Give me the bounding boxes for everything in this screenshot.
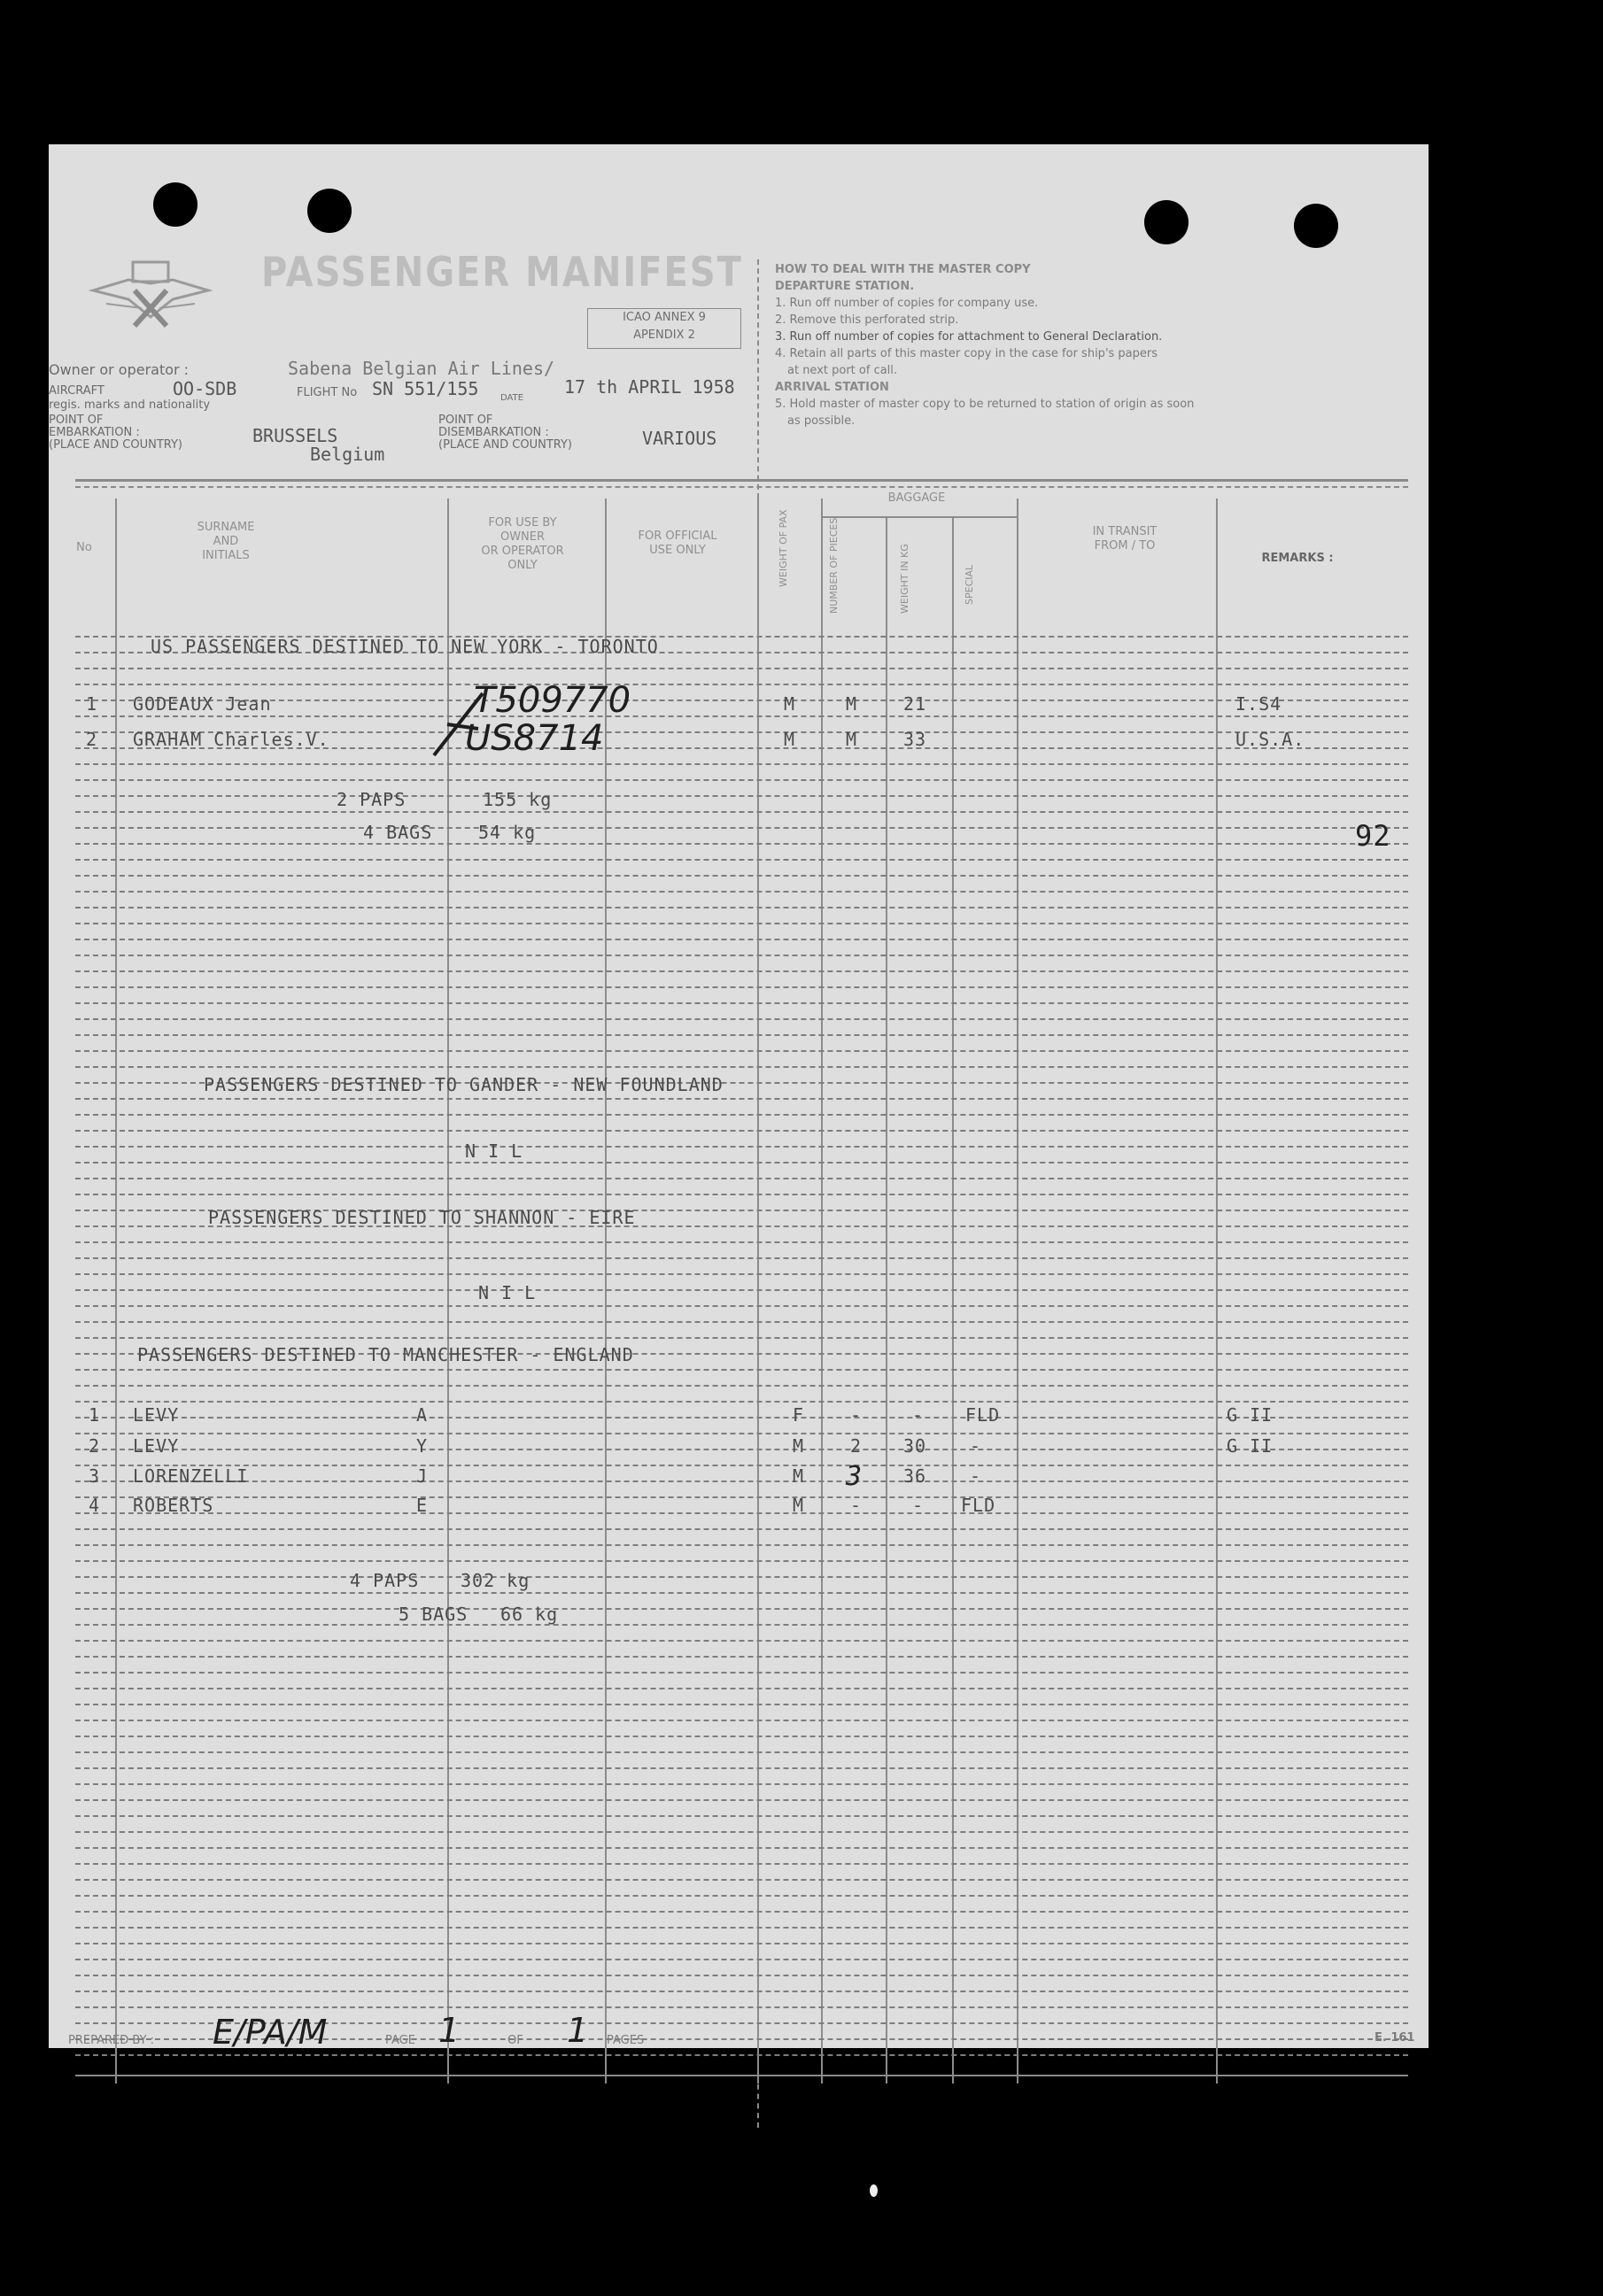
row-number: 4 — [89, 1495, 101, 1516]
ruled-line — [75, 1911, 1408, 1913]
flight-label: FLIGHT No — [297, 386, 358, 399]
ruled-line — [75, 1544, 1408, 1546]
ruled-line — [75, 1289, 1408, 1291]
ruled-line — [75, 1496, 1408, 1498]
ruled-line — [75, 1465, 1408, 1466]
column-divider — [757, 499, 759, 2083]
date-value: 17 th APRIL 1958 — [564, 376, 735, 398]
ruled-line — [75, 1257, 1408, 1259]
departure-station-heading: DEPARTURE STATION. — [775, 280, 915, 293]
remarks-value: I.S4 — [1235, 693, 1282, 715]
remarks-value: G II — [1227, 1435, 1274, 1457]
punch-hole — [1144, 200, 1189, 244]
section-heading-new-york: US PASSENGERS DESTINED TO NEW YORK - TORONTO — [151, 636, 659, 657]
ruled-line — [75, 1512, 1408, 1514]
aircraft-label: AIRCRAFT — [49, 384, 105, 398]
aircraft-value: OO-SDB — [173, 378, 237, 399]
handwritten-note: US8714 — [465, 718, 604, 759]
ruled-line — [75, 1751, 1408, 1753]
ruled-line — [75, 827, 1408, 829]
ruled-line — [75, 1624, 1408, 1626]
icao-annex-line: ICAO ANNEX 9 — [623, 311, 706, 324]
film-speck — [870, 2184, 878, 2197]
ruled-line — [75, 684, 1408, 685]
passenger-name: LEVY — [133, 1435, 180, 1457]
ruled-line — [75, 1831, 1408, 1833]
column-divider — [1017, 499, 1018, 2083]
regis-label: regis. marks and nationality — [49, 398, 211, 412]
ruled-line — [75, 1656, 1408, 1658]
passenger-weight: M — [784, 693, 796, 715]
embark-value: BRUSSELS — [252, 425, 338, 446]
remarks-annotation: 92 — [1355, 819, 1391, 853]
ruled-line — [75, 891, 1408, 893]
ruled-line — [75, 1401, 1408, 1403]
instruction-step: 4. Retain all parts of this master copy in the case for ship's papers — [775, 347, 1158, 360]
owner-value: Sabena Belgian Air Lines/ — [288, 358, 555, 379]
passenger-initial: E — [416, 1495, 429, 1516]
ruled-line — [75, 939, 1408, 940]
col-header-line: USE ONLY — [649, 544, 706, 557]
ruled-line — [75, 1050, 1408, 1052]
col-header-remarks: REMARKS : — [1261, 552, 1334, 565]
row-number: 2 — [89, 1435, 101, 1457]
remarks-value: U.S.A. — [1235, 729, 1305, 750]
baggage-pieces: - — [850, 1404, 863, 1426]
ruled-line — [75, 1576, 1408, 1578]
ruled-line — [75, 779, 1408, 781]
col-header-line: INITIALS — [202, 549, 250, 562]
sabena-logo-icon — [89, 255, 213, 339]
section-heading-manchester: PASSENGERS DESTINED TO MANCHESTER - ENGLAND — [137, 1344, 634, 1365]
icao-appendix-line: APENDIX 2 — [633, 329, 695, 342]
ruled-line — [75, 700, 1408, 701]
ruled-line — [75, 1783, 1408, 1785]
of-label: OF — [507, 2034, 523, 2047]
perforation-line — [757, 259, 759, 499]
column-divider — [115, 499, 117, 2083]
ruled-line — [75, 1369, 1408, 1371]
passenger-summary: 4 PAPS — [350, 1570, 420, 1591]
column-divider — [605, 499, 607, 2083]
embark-country-value: Belgium — [310, 444, 385, 465]
handwritten-note: T509770 — [474, 680, 631, 721]
baggage-weight: - — [912, 1495, 925, 1516]
ruled-line — [75, 1162, 1408, 1163]
baggage-summary: 5 BAGS — [399, 1604, 469, 1625]
ruled-line — [75, 2054, 1408, 2056]
ruled-line — [75, 2006, 1408, 2008]
flight-value: SN 551/155 — [372, 378, 479, 399]
disembark-label-line: POINT OF — [438, 414, 493, 427]
baggage-weight: 33 — [903, 729, 927, 750]
disembark-value: VARIOUS — [642, 428, 717, 449]
header-rule — [75, 479, 1408, 482]
row-number: 3 — [89, 1465, 101, 1487]
header-rule — [75, 486, 1408, 488]
col-header-bag-weight: WEIGHT IN KG — [899, 544, 910, 614]
ruled-line — [75, 1720, 1408, 1721]
embark-label — [49, 414, 182, 452]
col-header-surname — [137, 521, 314, 563]
passenger-initial: J — [416, 1465, 429, 1487]
baggage-special: - — [970, 1465, 982, 1487]
column-divider — [821, 499, 823, 2083]
baggage-special: - — [970, 1435, 982, 1457]
ruled-line — [75, 1114, 1408, 1116]
ruled-line — [75, 1975, 1408, 1976]
column-divider — [1216, 499, 1218, 2083]
ruled-line — [75, 1863, 1408, 1865]
col-header-no: No — [76, 541, 92, 554]
ruled-line — [75, 763, 1408, 765]
ruled-line — [75, 859, 1408, 861]
ruled-line — [75, 1847, 1408, 1849]
footer-rule — [75, 2075, 1408, 2076]
manifest-sheet — [49, 144, 1429, 2052]
ruled-line — [75, 1433, 1408, 1434]
baggage-pieces: M — [846, 693, 858, 715]
ruled-line — [75, 1241, 1408, 1243]
baggage-summary-weight: 66 kg — [500, 1604, 559, 1625]
ruled-line — [75, 1895, 1408, 1897]
disembark-label — [438, 414, 572, 452]
page-title: PASSENGER MANIFEST — [261, 249, 743, 297]
ruled-line — [75, 875, 1408, 877]
passenger-weight: F — [793, 1404, 805, 1426]
col-header-official — [607, 530, 748, 558]
baggage-weight: 21 — [903, 693, 927, 715]
baggage-weight: 36 — [903, 1465, 927, 1487]
baggage-pieces: 3 — [846, 1461, 863, 1492]
passenger-name: LORENZELLI — [133, 1465, 249, 1487]
remarks-value: G II — [1227, 1404, 1274, 1426]
baggage-summary: 4 BAGS — [363, 822, 433, 843]
col-header-line: AND — [213, 535, 239, 548]
baggage-pieces: M — [846, 729, 858, 750]
instruction-step: as possible. — [787, 414, 856, 428]
ruled-line — [75, 1799, 1408, 1801]
owner-label: Owner or operator : — [49, 361, 190, 378]
section-heading-shannon: PASSENGERS DESTINED TO SHANNON - EIRE — [208, 1207, 636, 1228]
ruled-line — [75, 1592, 1408, 1594]
embark-label-line: (PLACE AND COUNTRY) — [49, 438, 183, 452]
page-number: 1 — [438, 2011, 461, 2050]
ruled-line — [75, 1704, 1408, 1705]
master-copy-instructions — [775, 261, 1413, 429]
col-header-baggage: BAGGAGE — [887, 491, 946, 505]
ruled-line — [75, 1178, 1408, 1179]
passenger-weight: M — [784, 729, 796, 750]
passenger-weight: M — [793, 1495, 805, 1516]
row-number: 1 — [86, 693, 98, 715]
ruled-line — [75, 1959, 1408, 1960]
col-header-line: SURNAME — [197, 521, 255, 534]
ruled-line — [75, 1927, 1408, 1929]
baggage-special: FLD — [961, 1495, 996, 1516]
ruled-line — [75, 1480, 1408, 1482]
icao-annex-box — [587, 308, 741, 349]
ruled-line — [75, 668, 1408, 669]
ruled-line — [75, 986, 1408, 988]
disembark-label-line: (PLACE AND COUNTRY) — [438, 438, 573, 452]
ruled-line — [75, 1688, 1408, 1689]
ruled-line — [75, 1385, 1408, 1387]
col-header-line: FOR OFFICIAL — [638, 530, 717, 543]
prepared-by-value: E/PA/M — [213, 2013, 328, 2052]
ruled-line — [75, 1640, 1408, 1642]
ruled-line — [75, 1672, 1408, 1674]
ruled-line — [75, 1943, 1408, 1944]
punch-hole — [307, 189, 352, 233]
arrival-station-heading: ARRIVAL STATION — [775, 381, 889, 394]
col-header-line: FROM / TO — [1094, 539, 1156, 553]
ruled-line — [75, 1767, 1408, 1769]
nil-entry: N I L — [465, 1140, 523, 1162]
embark-label-line: POINT OF — [49, 414, 104, 427]
ruled-line — [75, 1098, 1408, 1100]
ruled-line — [75, 843, 1408, 845]
passenger-summary: 2 PAPS — [337, 789, 407, 810]
ruled-line — [75, 1273, 1408, 1275]
ruled-line — [75, 1034, 1408, 1036]
ruled-line — [75, 907, 1408, 908]
ruled-line — [75, 1321, 1408, 1323]
passenger-summary-weight: 302 kg — [461, 1570, 530, 1591]
ruled-line — [75, 715, 1408, 717]
passenger-weight: M — [793, 1465, 805, 1487]
ruled-line — [75, 1608, 1408, 1610]
row-number: 2 — [86, 729, 98, 750]
col-header-line: ONLY — [507, 559, 538, 572]
col-header-line: IN TRANSIT — [1092, 525, 1158, 538]
punch-hole — [1294, 204, 1338, 248]
col-header-bag-pieces: NUMBER OF PIECES — [828, 517, 840, 614]
baggage-special: FLD — [965, 1404, 1001, 1426]
instruction-step: at next port of call. — [787, 364, 898, 377]
baggage-pieces: 2 — [850, 1435, 863, 1457]
ruled-line — [75, 1449, 1408, 1450]
ruled-line — [75, 1130, 1408, 1132]
passenger-name: LEVY — [133, 1404, 180, 1426]
ruled-line — [75, 1066, 1408, 1068]
disembark-label-line: DISEMBARKATION : — [438, 426, 549, 439]
passenger-summary-weight: 155 kg — [483, 789, 553, 810]
ruled-line — [75, 1815, 1408, 1817]
embark-label-line: EMBARKATION : — [49, 426, 140, 439]
section-heading-gander: PASSENGERS DESTINED TO GANDER - NEW FOUNDLAND — [204, 1074, 724, 1095]
ruled-line — [75, 970, 1408, 972]
ruled-line — [75, 1528, 1408, 1530]
col-header-weight: WEIGHT OF PAX — [778, 509, 789, 587]
baggage-weight: 30 — [903, 1435, 927, 1457]
ruled-line — [75, 1560, 1408, 1562]
ruled-line — [75, 1018, 1408, 1020]
ruled-line — [75, 1305, 1408, 1307]
passenger-name: GODEAUX Jean — [133, 693, 272, 715]
perforation-line — [757, 2075, 759, 2128]
ruled-line — [75, 1879, 1408, 1881]
nil-entry: N I L — [478, 1282, 537, 1303]
date-label: DATE — [500, 393, 524, 403]
pages-label: PAGES — [607, 2034, 645, 2047]
ruled-line — [75, 1417, 1408, 1419]
col-header-line: FOR USE BY — [488, 516, 557, 530]
ruled-line — [75, 1991, 1408, 1992]
baggage-header-rule — [821, 516, 1017, 518]
ruled-line — [75, 1002, 1408, 1004]
page-label: PAGE — [385, 2034, 415, 2047]
baggage-summary-weight: 54 kg — [478, 822, 537, 843]
baggage-weight: - — [912, 1404, 925, 1426]
ruled-line — [75, 795, 1408, 797]
instruction-step: 2. Remove this perforated strip. — [775, 313, 959, 327]
ruled-line — [75, 955, 1408, 956]
ruled-line — [75, 1146, 1408, 1148]
passenger-name: GRAHAM Charles.V. — [133, 729, 329, 750]
prepared-by-label: PREPARED BY : — [68, 2034, 155, 2047]
instructions-heading: HOW TO DEAL WITH THE MASTER COPY — [775, 263, 1031, 276]
col-header-line: OWNER — [499, 530, 546, 544]
ruled-line — [75, 1337, 1408, 1339]
passenger-initial: A — [416, 1404, 429, 1426]
instruction-step: 5. Hold master of master copy to be returned to station of origin as soon — [775, 398, 1195, 411]
punch-hole — [153, 182, 197, 227]
col-header-line: OR OPERATOR — [481, 545, 564, 558]
ruled-line — [75, 923, 1408, 924]
instruction-step: 3. Run off number of copies for attachment to General Declaration. — [775, 330, 1163, 344]
passenger-weight: M — [793, 1435, 805, 1457]
passenger-name: ROBERTS — [133, 1495, 214, 1516]
baggage-pieces: - — [850, 1495, 863, 1516]
col-header-owner — [452, 516, 593, 573]
form-number: E. 161 — [1375, 2031, 1415, 2045]
passenger-initial: Y — [416, 1435, 429, 1457]
ruled-line — [75, 1194, 1408, 1195]
instruction-step: 1. Run off number of copies for company use. — [775, 297, 1039, 310]
ruled-line — [75, 1736, 1408, 1737]
row-number: 1 — [89, 1404, 101, 1426]
ruled-line — [75, 811, 1408, 813]
col-header-bag-special: SPECIAL — [964, 564, 975, 605]
total-pages: 1 — [567, 2011, 589, 2050]
col-header-transit — [1023, 525, 1227, 553]
